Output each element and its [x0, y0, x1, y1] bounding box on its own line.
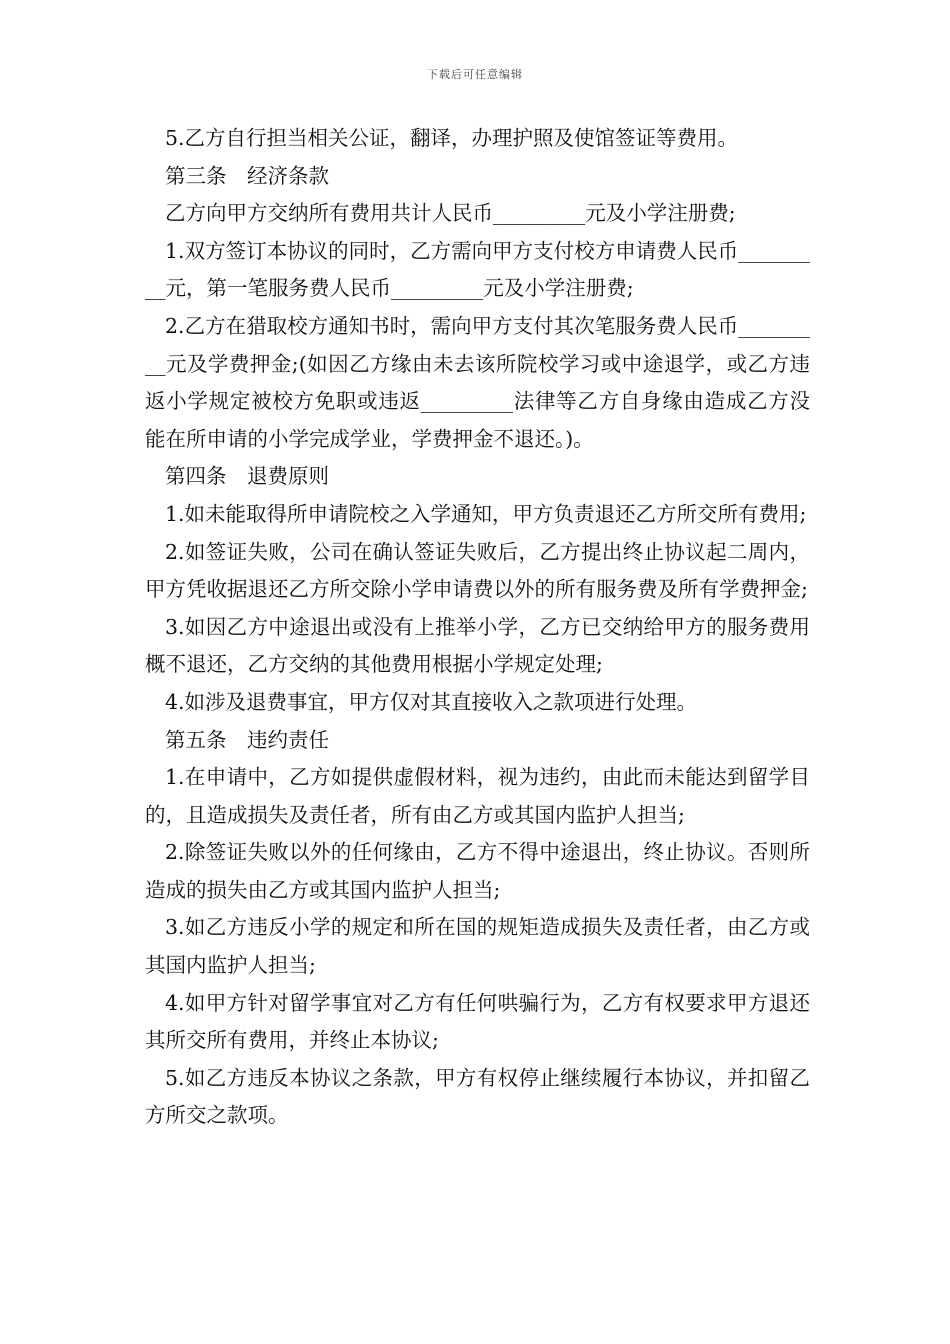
- article-4-item-2: 2.如签证失败，公司在确认签证失败后，乙方提出终止协议起二周内，甲方凭收据退还乙方所交除小学申请费以外的所有服务费及所有学费押金;: [145, 539, 810, 602]
- article-4-item-4: 4.如涉及退费事宜，甲方仅对其直接收入之款项进行处理。: [165, 689, 698, 714]
- document-body: [145, 120, 810, 1135]
- article-5-item-1: 1.在申请中，乙方如提供虚假材料，视为违约，由此而未能达到留学目的，且造成损失及责任者，所有由乙方或其国内监护人担当;: [145, 765, 810, 827]
- article-4-item-3: 3.如因乙方中途退出或没有上推举小学，乙方已交纳给甲方的服务费用概不退还，乙方交纳的其他费用根据小学规定处理;: [145, 614, 810, 677]
- article-3-item-1: 1.双方签订本协议的同时，乙方需向甲方支付校方申请费人民币_________元，第一笔服务费人民币_________元及小学注册费;: [145, 238, 810, 301]
- article-3-item-2: 2.乙方在猎取校方通知书时，需向甲方支付其次笔服务费人民币_________元及学费押金;(如因乙方缘由未去该所院校学习或中途退学，或乙方违返小学规定被校方免职或违返_________法律等乙方自身缘由造成乙方没能在所申请的小学完成学业，学费押金不退还。)。: [145, 313, 810, 451]
- article-5-item-3: 3.如乙方违反小学的规定和所在国的规矩造成损失及责任者，由乙方或其国内监护人担当;: [145, 915, 810, 978]
- article-5-item-4: 4.如甲方针对留学事宜对乙方有任何哄骗行为，乙方有权要求甲方退还其所交所有费用，并终止本协议;: [145, 990, 810, 1053]
- article-5-item-5: 5.如乙方违反本协议之条款，甲方有权停止继续履行本协议，并扣留乙方所交之款项。: [145, 1065, 810, 1128]
- article-3-intro: 乙方向甲方交纳所有费用共计人民币_________元及小学注册费;: [165, 201, 736, 226]
- article-5-item-2: 2.除签证失败以外的任何缘由，乙方不得中途退出，终止协议。否则所造成的损失由乙方或其国内监护人担当;: [145, 840, 810, 902]
- article-4-item-1: 1.如未能取得所申请院校之入学通知，甲方负责退还乙方所交所有费用;: [165, 501, 807, 526]
- article-4-heading: 第四条 退费原则: [165, 464, 329, 489]
- article-3-heading: 第三条 经济条款: [165, 163, 329, 188]
- clause-2-item-5: 5.乙方自行担当相关公证，翻译，办理护照及使馆签证等费用。: [165, 126, 739, 150]
- page-header: 下载后可任意编辑: [427, 68, 523, 81]
- article-5-heading: 第五条 违约责任: [165, 727, 329, 752]
